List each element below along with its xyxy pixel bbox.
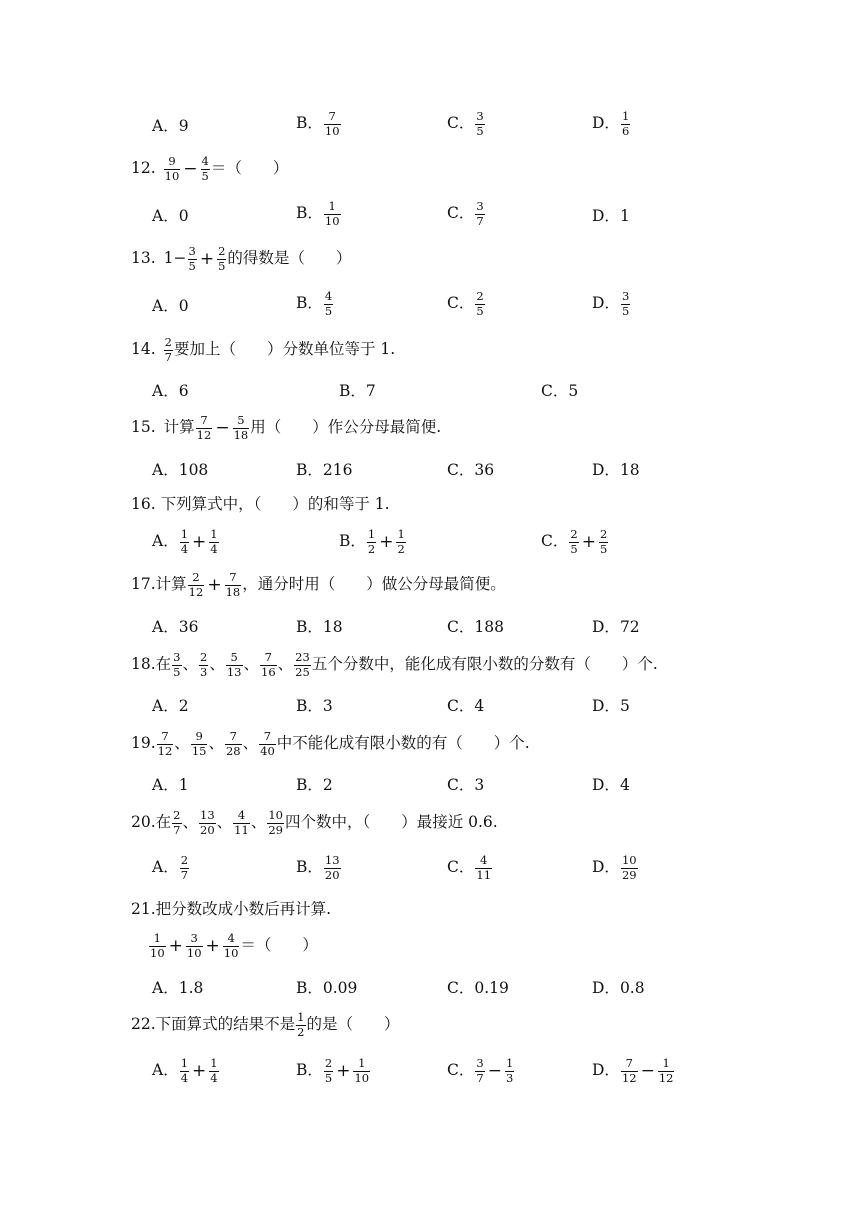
q19-option-d[interactable]: D． 4 xyxy=(592,776,630,794)
fraction: $\frac{7}{18}$ xyxy=(225,570,241,599)
fraction: $\frac{2}{7}$ xyxy=(164,335,172,364)
q21-option-c[interactable]: C． 0.19 xyxy=(447,979,509,997)
fraction: $\frac{1}{4}$ xyxy=(210,527,218,556)
q13-stem xyxy=(0,242,860,282)
q18-option-d[interactable]: D． 5 xyxy=(592,697,630,715)
q19-option-b[interactable]: B． 2 xyxy=(296,776,333,794)
fraction: $\frac{2}{3}$ xyxy=(200,650,208,679)
fraction: $\frac{1}{10}$ xyxy=(354,1056,370,1085)
fraction: $\frac{1}{4}$ xyxy=(180,527,189,556)
fraction: $\frac{1}{2}$ xyxy=(297,1010,305,1039)
q16-option-c[interactable]: C． $\frac{2}{5}$ + $\frac{2}{5}$ xyxy=(541,527,608,556)
q22-options xyxy=(0,1054,860,1094)
fraction: $\frac{7}{10}$ xyxy=(324,109,340,138)
q19-stem xyxy=(0,727,860,767)
q19-option-c[interactable]: C． 3 xyxy=(447,776,485,794)
q17-option-a[interactable]: A． 36 xyxy=(152,618,199,636)
q21-expression-row xyxy=(0,929,860,969)
q12-options xyxy=(0,197,860,237)
fraction: $\frac{13}{20}$ xyxy=(200,808,215,837)
fraction: $\frac{2}{5}$ xyxy=(324,1056,333,1085)
fraction: $\frac{1}{4}$ xyxy=(180,1056,189,1085)
q18-option-a[interactable]: A． 2 xyxy=(152,697,189,715)
fraction: $\frac{3}{7}$ xyxy=(476,1056,484,1085)
q22-option-c[interactable]: C． $\frac{3}{7}$ − $\frac{1}{3}$ xyxy=(447,1056,514,1085)
q12-stem xyxy=(0,152,860,192)
q19-text: 19. $\frac{7}{12}$ 、 $\frac{9}{15}$ 、 $\frac{7}{28}$ 、 $\frac{7}{40}$ 中不能化成有限小数的有（ ）个. xyxy=(131,729,530,758)
q12-option-a[interactable]: A． 0 xyxy=(152,207,189,225)
q19-option-a[interactable]: A． 1 xyxy=(152,776,189,794)
fraction: $\frac{2}{7}$ xyxy=(173,808,181,837)
fraction: $\frac{2}{5}$ xyxy=(599,527,608,556)
fraction: $\frac{3}{5}$ xyxy=(476,109,484,138)
q18-option-b[interactable]: B． 3 xyxy=(296,697,333,715)
q14-option-b[interactable]: B． 7 xyxy=(339,382,376,400)
fraction: $\frac{10}{29}$ xyxy=(621,853,637,882)
fraction: $\frac{1}{10}$ xyxy=(324,199,340,228)
fraction: $\frac{1}{2}$ xyxy=(367,527,376,556)
fraction: $\frac{7}{12}$ xyxy=(157,729,173,758)
fraction: $\frac{1}{3}$ xyxy=(505,1056,514,1085)
fraction: $\frac{5}{18}$ xyxy=(233,413,249,442)
q15-option-c[interactable]: C． 36 xyxy=(447,461,495,479)
q13-option-a[interactable]: A． 0 xyxy=(152,297,189,315)
q22-text: 22. 下面算式的结果不是 $\frac{1}{2}$ 的是（ ） xyxy=(131,1010,400,1039)
q15-option-b[interactable]: B． 216 xyxy=(296,461,353,479)
q21-expression: $\frac{1}{10}$ + $\frac{3}{10}$ + $\frac{4}{10}$ ＝（ ） xyxy=(150,931,318,960)
q22-option-b[interactable]: B． $\frac{2}{5}$ + $\frac{1}{10}$ xyxy=(296,1056,370,1085)
q15-stem xyxy=(0,411,860,451)
fraction: $\frac{3}{5}$ xyxy=(188,244,196,273)
fraction: $\frac{1}{6}$ xyxy=(621,109,630,138)
q21-stem xyxy=(0,890,860,930)
q21-option-b[interactable]: B． 0.09 xyxy=(296,979,358,997)
q11-option-b[interactable]: B． $\frac{7}{10}$ xyxy=(296,109,340,138)
q21-option-d[interactable]: D． 0.8 xyxy=(592,979,645,997)
fraction: $\frac{3}{5}$ xyxy=(621,289,630,318)
q19-options xyxy=(0,766,860,806)
q17-option-d[interactable]: D． 72 xyxy=(592,618,640,636)
q15-option-d[interactable]: D． 18 xyxy=(592,461,640,479)
q14-stem xyxy=(0,333,860,373)
q15-text: 15. 计算 $\frac{7}{12}$ − $\frac{5}{18}$ 用（ ）作公分母最简便. xyxy=(131,413,442,442)
fraction: $\frac{3}{5}$ xyxy=(173,650,181,679)
q21-option-a[interactable]: A． 1.8 xyxy=(152,979,204,997)
fraction: $\frac{7}{16}$ xyxy=(261,650,276,679)
q11-option-d[interactable]: D． $\frac{1}{6}$ xyxy=(592,109,630,138)
fraction: $\frac{1}{12}$ xyxy=(658,1056,674,1085)
q13-text: 13. 1− $\frac{3}{5}$ + $\frac{2}{5}$ 的得数是（ ） xyxy=(131,244,352,273)
fraction: $\frac{4}{5}$ xyxy=(201,154,209,183)
q13-option-c[interactable]: C． $\frac{2}{5}$ xyxy=(447,289,484,318)
q18-text: 18. 在 $\frac{3}{5}$ 、 $\frac{2}{3}$ 、 $\frac{5}{13}$ 、 $\frac{7}{16}$ 、 $\frac{23}{25}$ 五个分数中，能化成有限小数的分数有（ ）个. xyxy=(131,650,658,679)
fraction: $\frac{2}{5}$ xyxy=(570,527,578,556)
q16-option-a[interactable]: A． $\frac{1}{4}$ + $\frac{1}{4}$ xyxy=(152,527,218,556)
q20-options xyxy=(0,851,860,891)
q20-option-b[interactable]: B． $\frac{13}{20}$ xyxy=(296,853,340,882)
q20-option-c[interactable]: C． $\frac{4}{11}$ xyxy=(447,853,492,882)
fraction: $\frac{4}{11}$ xyxy=(476,853,492,882)
fraction: $\frac{9}{10}$ xyxy=(164,154,180,183)
fraction: $\frac{10}{29}$ xyxy=(268,808,283,837)
q11-options xyxy=(0,107,860,147)
q16-text: 16. 下列算式中，（ ）的和等于 1. xyxy=(131,495,390,513)
q14-option-c[interactable]: C． 5 xyxy=(541,382,579,400)
fraction: $\frac{1}{4}$ xyxy=(210,1056,218,1085)
q17-options xyxy=(0,608,860,648)
q13-options xyxy=(0,287,860,327)
fraction: $\frac{5}{13}$ xyxy=(226,650,242,679)
fraction: $\frac{4}{10}$ xyxy=(223,931,239,960)
fraction: $\frac{9}{15}$ xyxy=(191,729,207,758)
q22-stem xyxy=(0,1008,860,1048)
q20-text: 20. 在 $\frac{2}{7}$ 、 $\frac{13}{20}$ 、 $\frac{4}{11}$ 、 $\frac{10}{29}$ 四个数中，（ ）最接近 0.6. xyxy=(131,808,498,837)
fraction: $\frac{2}{12}$ xyxy=(188,570,204,599)
q17-stem xyxy=(0,568,860,608)
fraction: $\frac{7}{12}$ xyxy=(196,413,212,442)
q20-stem xyxy=(0,806,860,846)
fraction: $\frac{4}{11}$ xyxy=(234,808,249,837)
fraction: $\frac{3}{7}$ xyxy=(476,199,484,228)
fraction: $\frac{4}{5}$ xyxy=(324,289,333,318)
q18-stem xyxy=(0,648,860,688)
q16-option-b[interactable]: B． $\frac{1}{2}$ + $\frac{1}{2}$ xyxy=(339,527,405,556)
q14-option-a[interactable]: A． 6 xyxy=(152,382,189,400)
q14-options xyxy=(0,372,860,412)
fraction: $\frac{2}{5}$ xyxy=(476,289,484,318)
q14-text: 14. $\frac{2}{7}$ 要加上（ ）分数单位等于 1. xyxy=(131,335,396,364)
fraction: $\frac{2}{5}$ xyxy=(218,244,226,273)
q11-option-c[interactable]: C． $\frac{3}{5}$ xyxy=(447,109,484,138)
q17-text: 17. 计算 $\frac{2}{12}$ + $\frac{7}{18}$ ，通分时用（ ）做公分母最简便。 xyxy=(131,570,506,599)
q22-option-d[interactable]: D． $\frac{7}{12}$ − $\frac{1}{12}$ xyxy=(592,1056,674,1085)
q12-text: 12. $\frac{9}{10}$ − $\frac{4}{5}$ ＝（ ） xyxy=(131,154,289,183)
q16-options xyxy=(0,525,860,565)
q21-options xyxy=(0,969,860,1009)
q18-option-c[interactable]: C． 4 xyxy=(447,697,485,715)
fraction: $\frac{2}{7}$ xyxy=(180,853,189,882)
q16-stem xyxy=(0,485,860,525)
fraction: $\frac{1}{2}$ xyxy=(397,527,405,556)
q21-text: 21.把分数改成小数后再计算. xyxy=(131,900,332,918)
fraction: $\frac{7}{40}$ xyxy=(260,729,275,758)
q20-option-d[interactable]: D． $\frac{10}{29}$ xyxy=(592,853,637,882)
q15-option-a[interactable]: A． 108 xyxy=(152,461,209,479)
q11-option-a[interactable]: A． 9 xyxy=(152,117,189,135)
q17-option-b[interactable]: B． 18 xyxy=(296,618,343,636)
fraction: $\frac{7}{28}$ xyxy=(225,729,241,758)
fraction: $\frac{1}{10}$ xyxy=(150,931,165,960)
q20-option-a[interactable]: A． $\frac{2}{7}$ xyxy=(152,853,189,882)
q18-options xyxy=(0,687,860,727)
q17-option-c[interactable]: C． 188 xyxy=(447,618,504,636)
q13-option-d[interactable]: D． $\frac{3}{5}$ xyxy=(592,289,630,318)
fraction: $\frac{3}{10}$ xyxy=(186,931,202,960)
q12-option-d[interactable]: D． 1 xyxy=(592,207,630,225)
q12-option-c[interactable]: C． $\frac{3}{7}$ xyxy=(447,199,484,228)
fraction: $\frac{7}{12}$ xyxy=(621,1056,637,1085)
q13-option-b[interactable]: B． $\frac{4}{5}$ xyxy=(296,289,333,318)
fraction: $\frac{13}{20}$ xyxy=(324,853,340,882)
q12-option-b[interactable]: B． $\frac{1}{10}$ xyxy=(296,199,340,228)
fraction: $\frac{23}{25}$ xyxy=(295,650,310,679)
q22-option-a[interactable]: A． $\frac{1}{4}$ + $\frac{1}{4}$ xyxy=(152,1056,218,1085)
